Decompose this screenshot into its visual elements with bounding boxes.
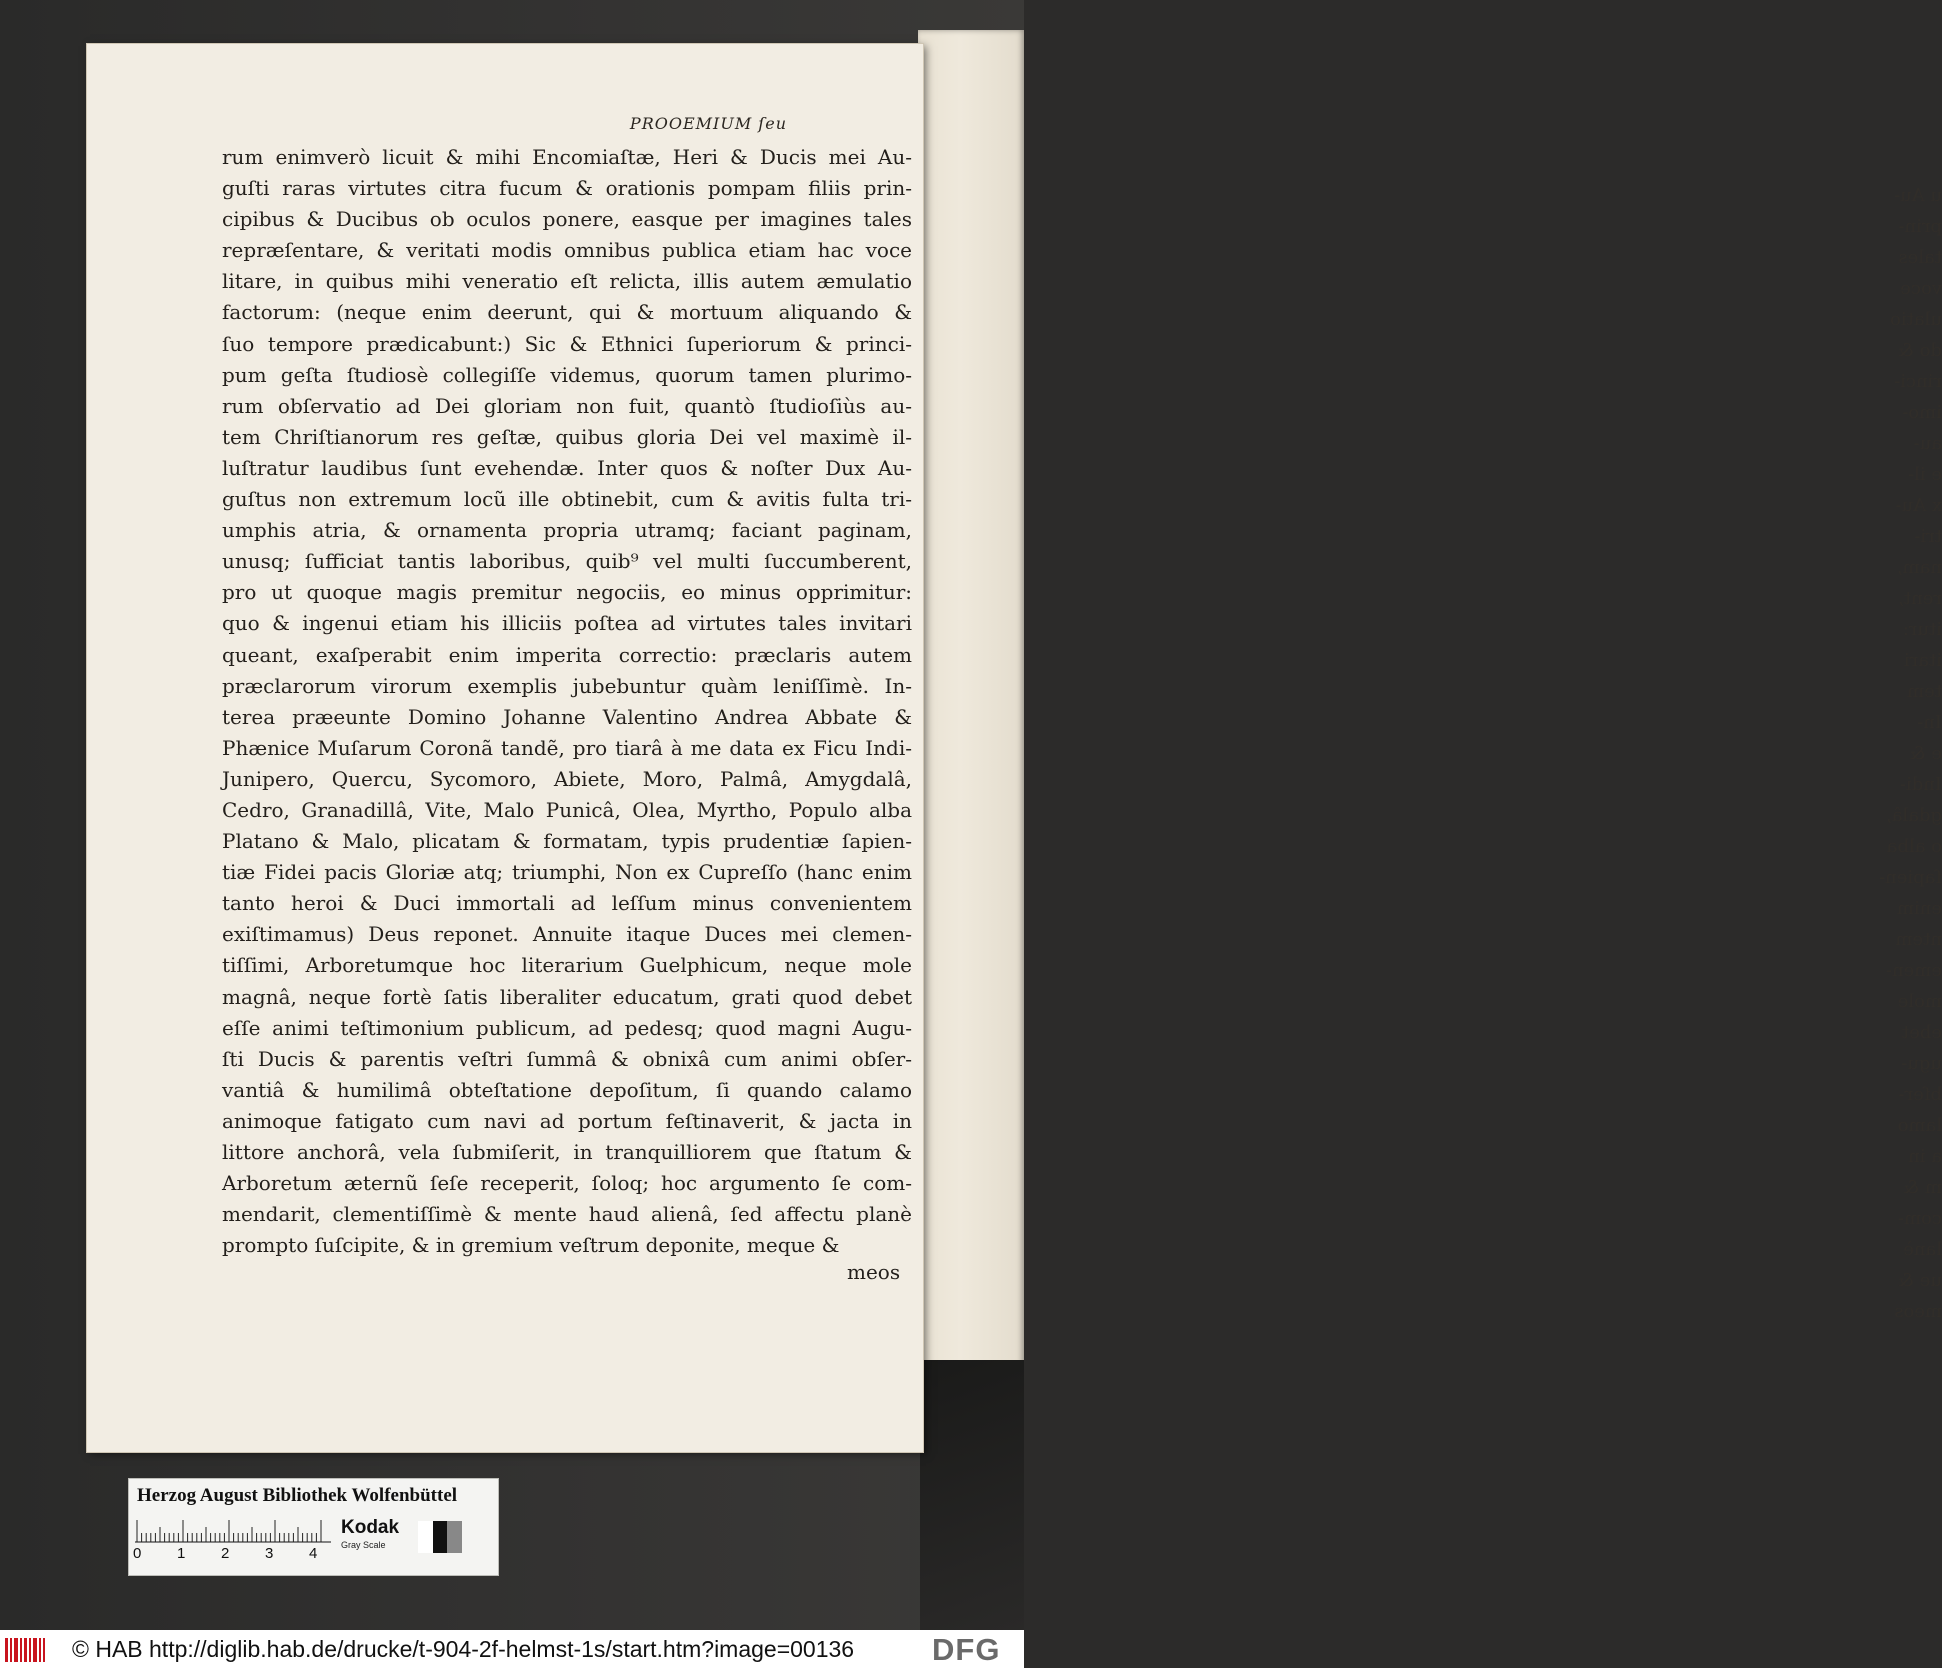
text-line: rum obſervatio ad Dei gloriam non fuit, quantò ſtudioſiùs au- (222, 393, 912, 418)
dark-shadow (920, 1360, 1024, 1630)
card-title: Herzog August Bibliothek Wolfenbüttel (137, 1485, 458, 1506)
text-line: rum enimverò licuit & mihi Encomiaſtæ, Heri & Ducis mei Au- (222, 145, 912, 169)
ruler-number: 2 (221, 1545, 230, 1562)
bleed-through-text: u Au- prin- tales voce ulatio do & rinci- imo- au- e il- x Au- tri- nam, rent, itur: itari tem In- e & Indi- gdalâ, o alba ſapien- enim ntem emen- mole ebet ugu- bſer- lamo a in m & com- lanè ue & meos (1879, 185, 1942, 1322)
running-head: PROOEMIUM ſeu (629, 114, 787, 133)
text-line: eſſe animi teſtimonium publicum, ad pedesq; quod magni Augu- (222, 1015, 912, 1040)
text-line: Cedro, Granadillâ, Vite, Malo Punicâ, Olea, Myrtho, Populo alba (222, 797, 912, 822)
text-line: Junipero, Quercu, Sycomoro, Abiete, Moro, Palmâ, Amygdalâ, (222, 766, 912, 791)
text-line: magnâ, neque fortè ſatis liberaliter educatum, grati quod debet (222, 984, 912, 1009)
text-line: Platano & Malo, plicatam & formatam, typis prudentiæ ſapien- (222, 829, 912, 854)
text-line: Phænice Muſarum Coronã tandẽ, pro tiarâ à me data ex Ficu Indi- (222, 735, 912, 760)
book-page (87, 44, 923, 1452)
source-url[interactable]: © HAB http://diglib.hab.de/drucke/t-904-2f-helmst-1s/start.htm?image=00136 (72, 1636, 855, 1662)
text-line: Arboretum æternũ ſeſe receperit, ſoloq; hoc argumento ſe com- (222, 1171, 912, 1196)
text-line: ſti Ducis & parentis veſtri ſummâ & obnixâ cum animi obſer- (222, 1046, 912, 1071)
catchword: meos (847, 1260, 901, 1284)
text-line: factorum: (neque enim deerunt, qui & mortuum aliquando & (222, 300, 912, 325)
text-line: queant, exaſperabit enim imperita correctio: præclaris autem (222, 642, 912, 667)
text-line: tem Chriſtianorum res geſtæ, quibus gloria Dei vel maximè il- (222, 424, 912, 449)
text-line: vantiâ & humilimâ obteſtatione depoſitum, ſi quando calamo (222, 1077, 912, 1102)
text-line: ſuo tempore prædicabunt:) Sic & Ethnici ſuperiorum & princi- (222, 331, 912, 356)
ruler-number: 0 (133, 1545, 142, 1562)
color-scale-card (128, 1478, 499, 1576)
gray-scale-label: Gray Scale (341, 1540, 386, 1550)
text-line: guſtus non extremum locũ ille obtinebit, cum & avitis fulta tri- (222, 487, 912, 512)
kodak-brand: Kodak (341, 1517, 400, 1538)
body-text (222, 142, 912, 1261)
barcode-logo-icon (4, 1636, 46, 1664)
text-line: luſtratur laudibus ſunt evehendæ. Inter quos & noſter Dux Au- (222, 455, 912, 480)
text-line: cipibus & Ducibus ob oculos ponere, easque per imagines tales (222, 207, 912, 232)
text-line: umphis atria, & ornamenta propria utramq; faciant paginam, (222, 518, 912, 543)
next-leaf-edge (918, 30, 1942, 1450)
text-line: mendarit, clementiſſimè & mente haud alienâ, ſed affectu planè (222, 1202, 912, 1227)
text-line: pro ut quoque magis premitur negociis, eo minus opprimitur: (222, 580, 912, 605)
ruler-scale (135, 1517, 331, 1543)
ruler-number: 3 (265, 1545, 274, 1562)
ruler-number: 4 (309, 1545, 318, 1562)
text-line: guſti raras virtutes citra fucum & orationis pompam filiis prin- (222, 176, 912, 201)
ruler-numbers (133, 1545, 333, 1565)
dfg-logo: DFG (932, 1632, 1001, 1667)
text-line: tanto heroi & Duci immortali ad leſſum minus convenientem (222, 891, 912, 916)
text-line: exiſtimamus) Deus reponet. Annuite itaque Duces mei clemen- (222, 922, 912, 947)
footer-bar (0, 1630, 1024, 1668)
text-line: quo & ingenui etiam his illiciis poſtea ad virtutes tales invitari (222, 611, 912, 636)
text-line: pum geſta ſtudiosè collegiſſe videmus, quorum tamen plurimo- (222, 362, 912, 387)
text-line: repræſentare, & veritati modis omnibus publica etiam hac voce (222, 238, 912, 263)
text-line: tiſſimi, Arboretumque hoc literarium Guelphicum, neque mole (222, 953, 912, 978)
text-line: unusq; ſufficiat tantis laboribus, quib⁹ vel multi ſuccumberent, (222, 549, 912, 574)
text-line: terea præeunte Domino Johanne Valentino Andrea Abbate & (222, 704, 912, 729)
text-line: præclarorum virorum exemplis jubebuntur quàm leniſſimè. In- (222, 673, 912, 698)
text-line: littore anchorâ, vela ſubmiſerit, in tranquilliorem que ſtatum & (222, 1140, 912, 1164)
text-line: tiæ Fidei pacis Gloriæ atq; triumphi, Non ex Cupreſſo (hanc enim (222, 860, 912, 885)
text-line: prompto ſuſcipite, & in gremium veſtrum deponite, meque & (222, 1233, 840, 1258)
gray-scale-patch (418, 1521, 462, 1553)
text-line: litare, in quibus mihi veneratio eſt relicta, illis autem æmulatio (222, 269, 912, 294)
ruler-number: 1 (177, 1545, 186, 1562)
text-line: animoque fatigato cum navi ad portum feſtinaverit, & jacta in (222, 1108, 912, 1133)
